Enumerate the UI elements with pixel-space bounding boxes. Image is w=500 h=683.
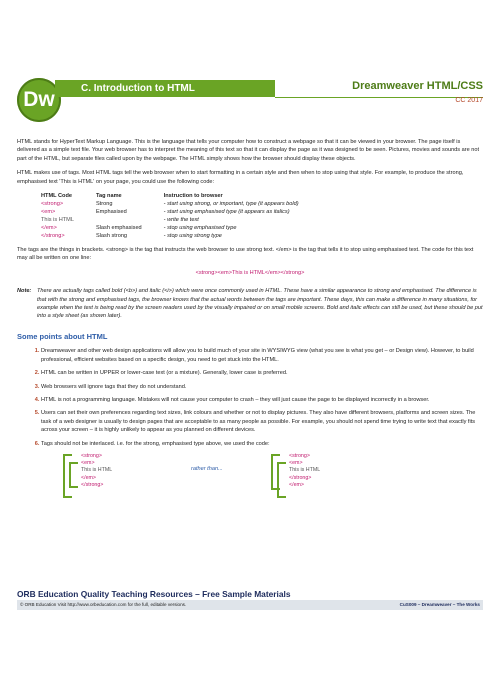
points-list <box>17 347 483 448</box>
correct-code <box>81 453 112 489</box>
intro-paragraph-1: HTML stands for HyperText Markup Language. This is the language that tells your computer how to construct a webpage so that it can be viewed in your browser. The page itself is delivered as a simple text file. Your web browser has to interpret the meaning of this text so that it can display the page as it was designed to be seen. Pictures, movies and sounds are not part of the HTML, but separate files called upon by the webpage. The HTML simply shows how the browser should display these objects. <box>17 139 480 162</box>
tag-nesting-comparison <box>41 453 483 497</box>
note-block <box>17 287 483 321</box>
footer-code: CuS009 – Dreamweaver – The Works <box>399 602 480 607</box>
code-line: This is HTML <box>81 467 113 474</box>
section-title: C. Introduction to HTML <box>55 80 275 97</box>
html-code-cell: </strong> <box>41 233 65 240</box>
instruction-cell: - write the text <box>163 217 199 224</box>
inner-bracket <box>277 462 286 498</box>
html-code-cell: <em> <box>41 209 56 216</box>
list-item: 4. HTML is not a programming language. Mistakes will not cause your computer to crash – they will just cause the page to be displayed incorrectly in a browser. <box>41 396 483 404</box>
code-line: <strong> <box>289 452 310 459</box>
code-line: </strong> <box>81 481 104 488</box>
table-row <box>41 200 321 208</box>
brackets-paragraph: The tags are the things in brackets. <strong> is the tag that instructs the web browser to use strong text. </em> is the tag that tells it to stop using emphasised text. The code for this text may all be written on one line: <box>17 247 474 262</box>
tag-name-cell: Strong <box>95 201 113 208</box>
note-label: Note: <box>17 288 32 295</box>
version-label: CC 2017 <box>455 97 483 104</box>
one-line-code: <strong><em>This is HTML</em></strong> <box>195 269 305 276</box>
note-text: There are actually tags called bold (<b>) and italic (<i>) which were once commonly used in HTML. These have a similar appearance to strong and emphasised. The difference is that with the strong and emphasised tags, the browser knows that the actual words between the tags are important. These days, this can make a difference in many situations, for example when the text is being read by the screen readers used by the visually impaired or on small mobile screens. Bold and italic effects can still be used, but these should be put into a style sheet (as shown later). <box>37 288 483 320</box>
code-line: <em> <box>289 460 303 467</box>
instruction-cell: - start using emphasised type (it appears as italics) <box>163 209 290 216</box>
html-code-cell: <strong> <box>41 201 64 208</box>
points-heading: Some points about HTML <box>17 331 108 341</box>
intro-paragraph-2: HTML makes use of tags. Most HTML tags tell the web browser when to start formatting in a certain style and then when to stop using that style. For example, to produce the strong, emphasised text 'This is HTML' on your page, you could use the following code: <box>17 170 464 185</box>
incorrect-code <box>289 453 320 489</box>
code-line: <em> <box>81 460 95 467</box>
tag-table <box>41 192 321 240</box>
table-header-row <box>41 192 321 200</box>
instruction-cell: - stop using emphasised type <box>163 225 237 232</box>
html-code-cell: This is HTML <box>41 217 74 224</box>
document-body <box>17 138 483 497</box>
inner-bracket <box>69 462 78 488</box>
tag-name-cell <box>96 216 164 224</box>
tag-name-cell: Emphasised <box>95 209 127 216</box>
code-line: </strong> <box>289 474 312 481</box>
html-code-cell: </em> <box>41 225 57 232</box>
footer-title: ORB Education Quality Teaching Resources – Free Sample Materials <box>17 589 291 599</box>
footer-copyright: © ORB Education Visit http://www.orbeducation.com for the full, editable versions. <box>20 602 187 607</box>
dreamweaver-logo: Dw <box>17 78 61 122</box>
code-line: <strong> <box>81 452 102 459</box>
rather-than-label: rather than... <box>191 465 223 472</box>
table-row <box>41 216 321 224</box>
code-line: </em> <box>81 474 97 481</box>
list-item: 3. Web browsers will ignore tags that they do not understand. <box>41 383 483 391</box>
footer-bar <box>17 600 483 610</box>
product-title: Dreamweaver HTML/CSS <box>352 80 483 92</box>
table-header-cell: Tag name <box>95 193 122 200</box>
list-item: 6. Tags should not be interlaced. i.e. for the strong, emphasised type above, we used the code: <box>41 440 483 448</box>
tag-name-cell: Slash emphasised <box>95 225 142 232</box>
table-header-cell: HTML Code <box>41 193 72 200</box>
list-item: 5. Users can set their own preferences regarding text sizes, link colours and whether or not to display pictures. They also have different browsers, platforms and screen sizes. The task of a web designer is usually to design pages that are acceptable to as many people as possible. For example, you should not spend time trying to write text that exactly fits across your screen – it is highly unlikely to appear as you planned on different devices. <box>41 409 483 434</box>
table-row <box>41 232 321 240</box>
table-row <box>41 208 321 216</box>
tag-name-cell: Slash strong <box>95 233 128 240</box>
instruction-cell: - stop using strong type <box>163 233 222 240</box>
list-item: 1. Dreamweaver and other web design applications will allow you to build much of your site in WYSIWYG view (what you see is what you get – or Design view). However, to build professional, efficient websites based on a specific design, you need to get stuck into the HTML. <box>41 347 483 364</box>
document-page <box>17 60 483 615</box>
list-item: 2. HTML can be written in UPPER or lower-case text (or a mixture). Generally, lower case is preferred. <box>41 369 483 377</box>
code-line: </em> <box>289 481 305 488</box>
code-line: This is HTML <box>289 467 321 474</box>
table-header-cell: Instruction to browser <box>163 193 223 200</box>
instruction-cell: - start using strong, or important, type (it appears bold) <box>163 201 299 208</box>
table-row <box>41 224 321 232</box>
